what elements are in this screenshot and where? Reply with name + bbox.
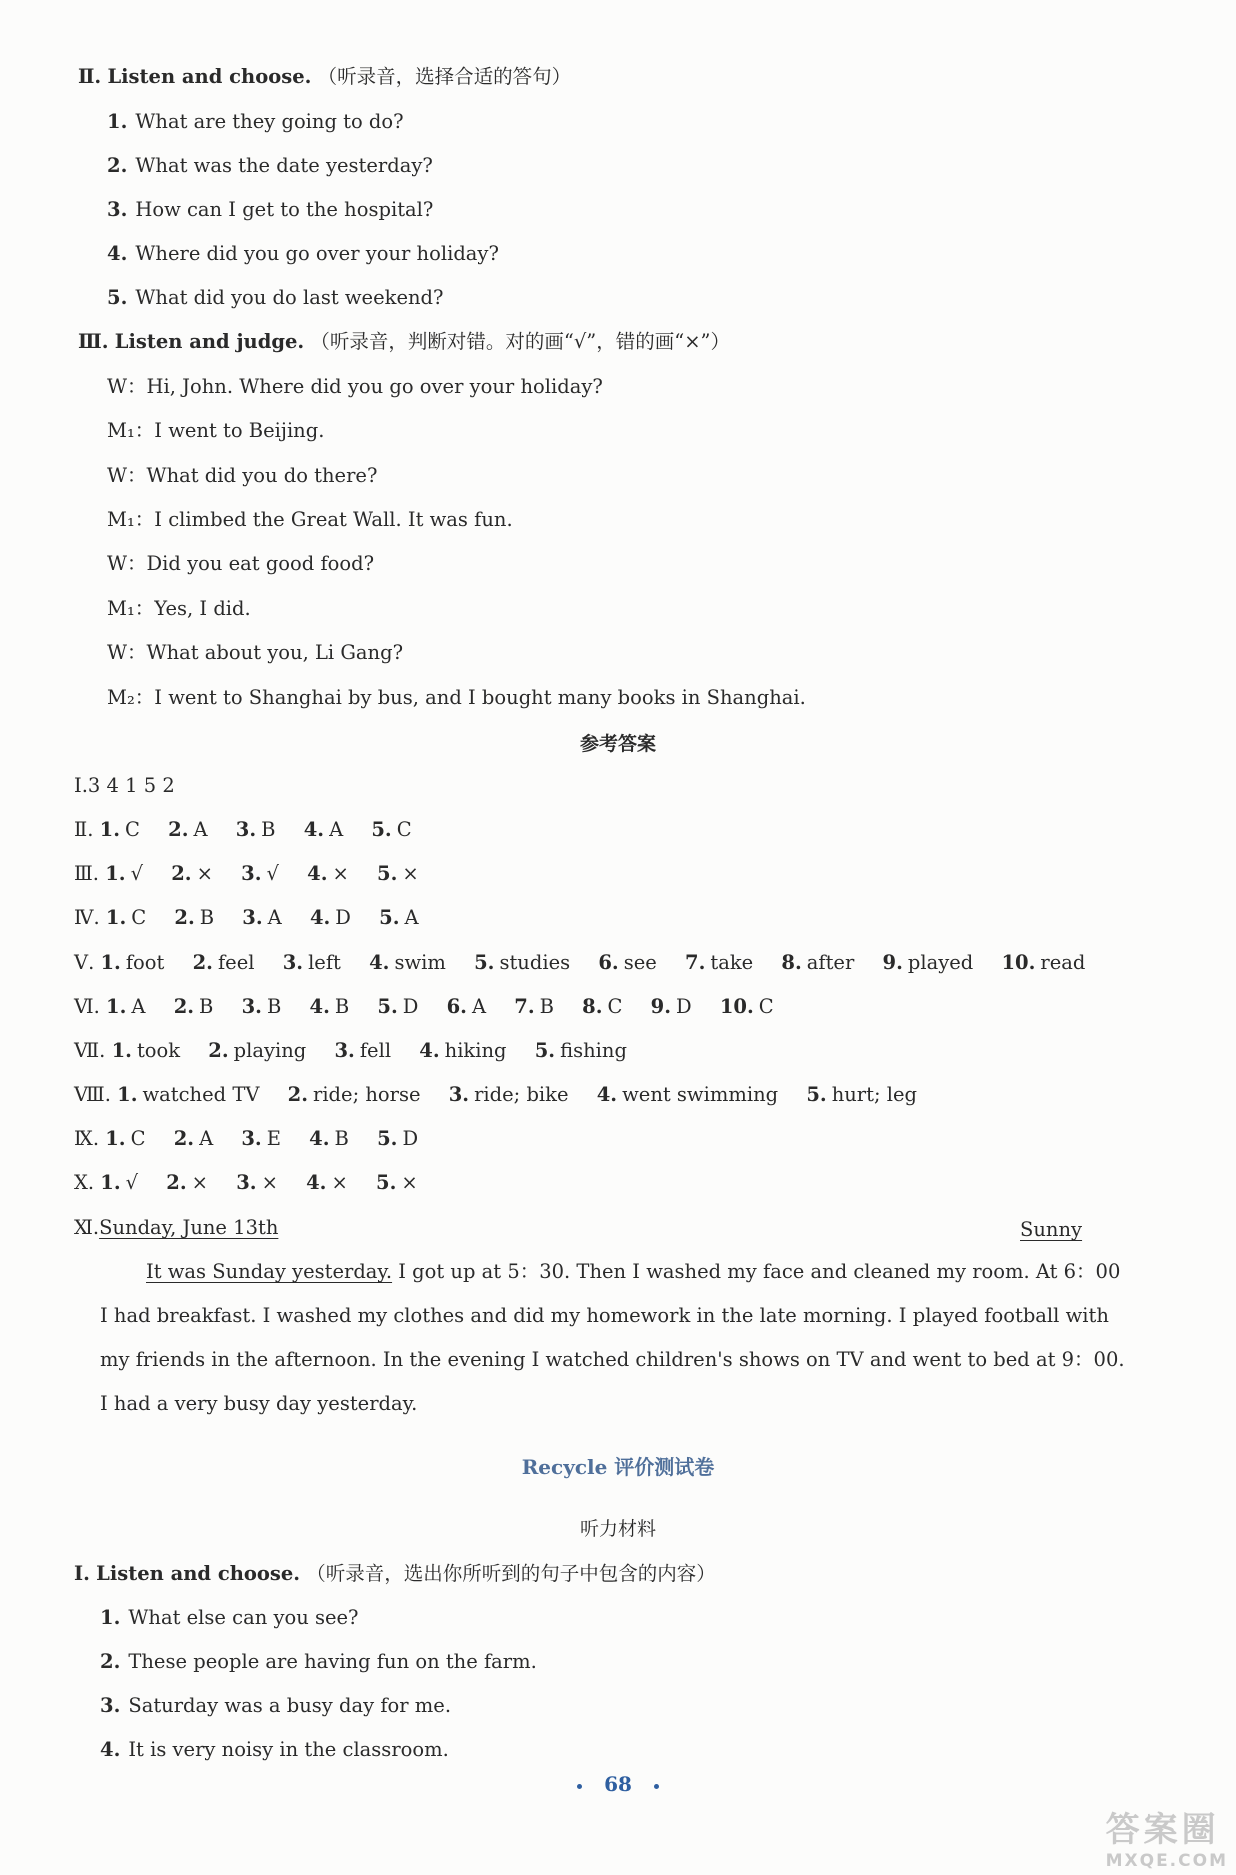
list-item: 2. What was the date yesterday? xyxy=(107,154,433,177)
list-item: 3. How can I get to the hospital? xyxy=(107,198,434,221)
list-item: 1. What are they going to do? xyxy=(107,110,404,133)
diary-header: Ⅺ.Sunday, June 13th xyxy=(74,1216,279,1239)
answers-title: 参考答案 xyxy=(579,733,656,755)
dot-icon xyxy=(654,1784,659,1789)
dialogue-line: W：What did you do there? xyxy=(107,464,378,487)
list-item: 4. It is very noisy in the classroom. xyxy=(100,1738,449,1761)
diary-date: Sunday, June 13th xyxy=(99,1216,279,1239)
listening-material-title: 听力材料 xyxy=(579,1518,656,1540)
answer-row: Ⅷ. 1. watched TV 2. ride; horse 3. ride; bike 4. went swimming 5. hurt; leg xyxy=(74,1083,917,1106)
recycle-title: Recycle 评价测试卷 xyxy=(521,1455,715,1479)
diary-line: It was Sunday yesterday. I got up at 5：30. Then I washed my face and cleaned my room. At 6：00 xyxy=(146,1260,1121,1283)
section-number: Ⅱ. xyxy=(78,65,102,88)
answer-row: Ⅰ.3 4 1 5 2 xyxy=(74,774,175,797)
watermark: 答案圈 MXQE.COM xyxy=(1105,1810,1228,1871)
page-number: 68 xyxy=(0,1770,1236,1800)
list-item: 3. Saturday was a busy day for me. xyxy=(100,1694,452,1717)
dialogue-line: W：Hi, John. Where did you go over your holiday? xyxy=(107,375,603,398)
section-title-en: Listen and judge. xyxy=(114,330,305,353)
diary-line: I had breakfast. I washed my clothes and did my homework in the late morning. I played football with xyxy=(100,1304,1109,1327)
answer-row: Ⅵ. 1. A 2. B 3. B 4. B 5. D 6. A 7. B 8. C 9. D 10. C xyxy=(74,995,774,1018)
dialogue-line: M₁：I went to Beijing. xyxy=(107,419,325,442)
answer-row: Ⅸ. 1. C 2. A 3. E 4. B 5. D xyxy=(74,1127,419,1150)
answer-row: Ⅲ. 1. √ 2. × 3. √ 4. × 5. × xyxy=(74,862,419,885)
list-item: 4. Where did you go over your holiday? xyxy=(107,242,499,265)
part2-heading xyxy=(78,64,571,90)
diary-weather: Sunny xyxy=(1020,1218,1083,1241)
section-title-zh: （听录音，选择合适的答句） xyxy=(317,65,572,88)
diary-line: my friends in the afternoon. In the evening I watched children's shows on TV and went to bed at 9：00. xyxy=(100,1348,1125,1371)
answer-row: Ⅱ. 1. C 2. A 3. B 4. A 5. C xyxy=(74,818,412,841)
part3-heading xyxy=(78,329,730,355)
recycle-part1-heading: Ⅰ. Listen and choose. （听录音，选出你所听到的句子中包含的内容） xyxy=(74,1562,716,1585)
dialogue-line: M₂：I went to Shanghai by bus, and I bought many books in Shanghai. xyxy=(107,686,806,709)
answer-row: Ⅳ. 1. C 2. B 3. A 4. D 5. A xyxy=(74,906,419,929)
list-item: 1. What else can you see? xyxy=(100,1606,359,1629)
dialogue-line: W：Did you eat good food? xyxy=(107,552,375,575)
dialogue-line: W：What about you, Li Gang? xyxy=(107,641,404,664)
section-number: Ⅲ. xyxy=(78,330,109,353)
section-title-en: Listen and choose. xyxy=(107,65,312,88)
section-title-zh: （听录音，判断对错。对的画“√”，错的画“×”） xyxy=(310,330,731,353)
answer-row: Ⅴ. 1. foot 2. feel 3. left 4. swim 5. studies 6. see 7. take 8. after 9. played 10. read xyxy=(74,951,1086,974)
answer-row: Ⅹ. 1. √ 2. × 3. × 4. × 5. × xyxy=(74,1171,418,1194)
list-item: 5. What did you do last weekend? xyxy=(107,286,444,309)
answer-row: Ⅶ. 1. took 2. playing 3. fell 4. hiking 5. fishing xyxy=(74,1039,627,1062)
dialogue-line: M₁：Yes, I did. xyxy=(107,597,251,620)
diary-line: I had a very busy day yesterday. xyxy=(100,1392,418,1415)
dot-icon xyxy=(577,1784,582,1789)
dialogue-line: M₁：I climbed the Great Wall. It was fun. xyxy=(107,508,513,531)
list-item: 2. These people are having fun on the farm. xyxy=(100,1650,537,1673)
